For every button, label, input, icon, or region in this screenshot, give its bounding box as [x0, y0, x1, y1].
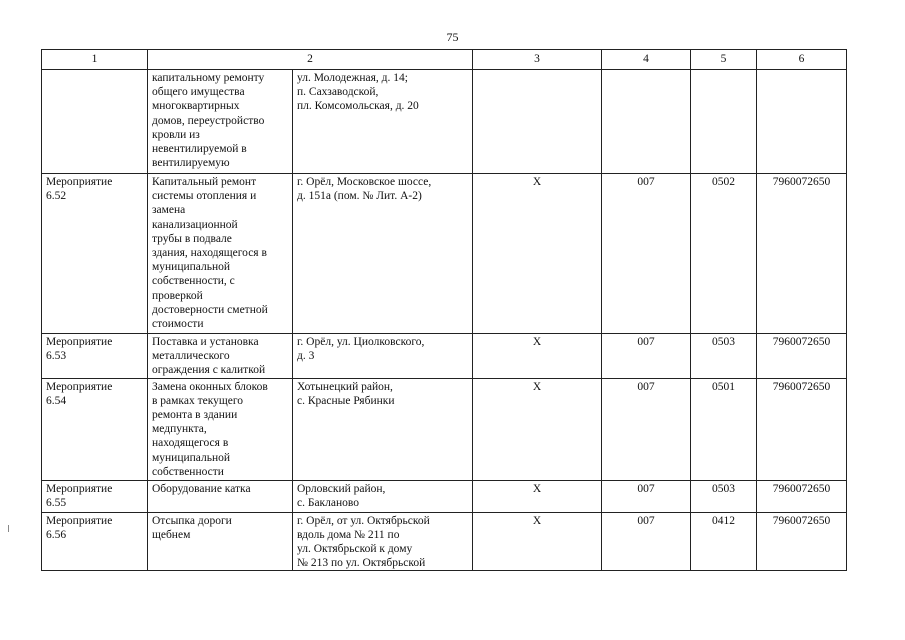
measure-cell: Мероприятие 6.56 — [42, 512, 148, 571]
col6-cell: 7960072650 — [757, 480, 847, 512]
col5-cell: 0412 — [691, 512, 757, 571]
address-cell: г. Орёл, Московское шоссе, д. 151а (пом. № Лит. А-2) — [293, 174, 473, 334]
measure-cell — [42, 70, 148, 174]
margin-mark — [8, 525, 9, 532]
header-cell: 2 — [148, 50, 473, 70]
table-row — [42, 378, 847, 480]
col3-cell: X — [473, 334, 602, 379]
table-row — [42, 334, 847, 379]
col3-cell: X — [473, 512, 602, 571]
table-row — [42, 512, 847, 571]
description-cell: Отсыпка дороги щебнем — [148, 512, 293, 571]
header-cell: 6 — [757, 50, 847, 70]
address-cell: ул. Молодежная, д. 14; п. Сахзаводской, пл. Комсомольская, д. 20 — [293, 70, 473, 174]
table-row — [42, 70, 847, 174]
col3-cell: X — [473, 480, 602, 512]
address-cell: Орловский район, с. Бакланово — [293, 480, 473, 512]
description-cell: Замена оконных блоков в рамках текущего ремонта в здании медпункта, находящегося в муниципальной собственности — [148, 378, 293, 480]
col6-cell — [757, 70, 847, 174]
measure-cell: Мероприятие 6.54 — [42, 378, 148, 480]
col4-cell: 007 — [602, 480, 691, 512]
col6-cell: 7960072650 — [757, 174, 847, 334]
header-cell: 4 — [602, 50, 691, 70]
table-header-row — [42, 50, 847, 70]
col4-cell — [602, 70, 691, 174]
page-number: 75 — [446, 30, 459, 44]
measure-cell: Мероприятие 6.52 — [42, 174, 148, 334]
address-cell: Хотынецкий район, с. Красные Рябинки — [293, 378, 473, 480]
col4-cell: 007 — [602, 378, 691, 480]
table-row — [42, 174, 847, 334]
address-cell: г. Орёл, ул. Циолковского, д. 3 — [293, 334, 473, 379]
header-cell: 3 — [473, 50, 602, 70]
description-cell: капитальному ремонту общего имущества многоквартирных домов, переустройство кровли из невентилируемой в вентилируемую — [148, 70, 293, 174]
col6-cell: 7960072650 — [757, 378, 847, 480]
budget-table — [41, 49, 847, 571]
col6-cell: 7960072650 — [757, 512, 847, 571]
measure-cell: Мероприятие 6.55 — [42, 480, 148, 512]
col4-cell: 007 — [602, 512, 691, 571]
col4-cell: 007 — [602, 174, 691, 334]
table-row — [42, 480, 847, 512]
col5-cell: 0502 — [691, 174, 757, 334]
address-cell: г. Орёл, от ул. Октябрьской вдоль дома № 211 по ул. Октябрьской к дому № 213 по ул. Октябрьской — [293, 512, 473, 571]
col4-cell: 007 — [602, 334, 691, 379]
col3-cell — [473, 70, 602, 174]
col3-cell: X — [473, 174, 602, 334]
measure-cell: Мероприятие 6.53 — [42, 334, 148, 379]
description-cell: Поставка и установка металлического ограждения с калиткой — [148, 334, 293, 379]
header-cell: 1 — [42, 50, 148, 70]
col5-cell: 0503 — [691, 334, 757, 379]
col5-cell: 0503 — [691, 480, 757, 512]
col3-cell: X — [473, 378, 602, 480]
col6-cell: 7960072650 — [757, 334, 847, 379]
col5-cell — [691, 70, 757, 174]
header-cell: 5 — [691, 50, 757, 70]
description-cell: Оборудование катка — [148, 480, 293, 512]
col5-cell: 0501 — [691, 378, 757, 480]
description-cell: Капитальный ремонт системы отопления и замена канализационной трубы в подвале здания, находящегося в муниципальной собственности, с проверкой достоверности сметной стоимости — [148, 174, 293, 334]
